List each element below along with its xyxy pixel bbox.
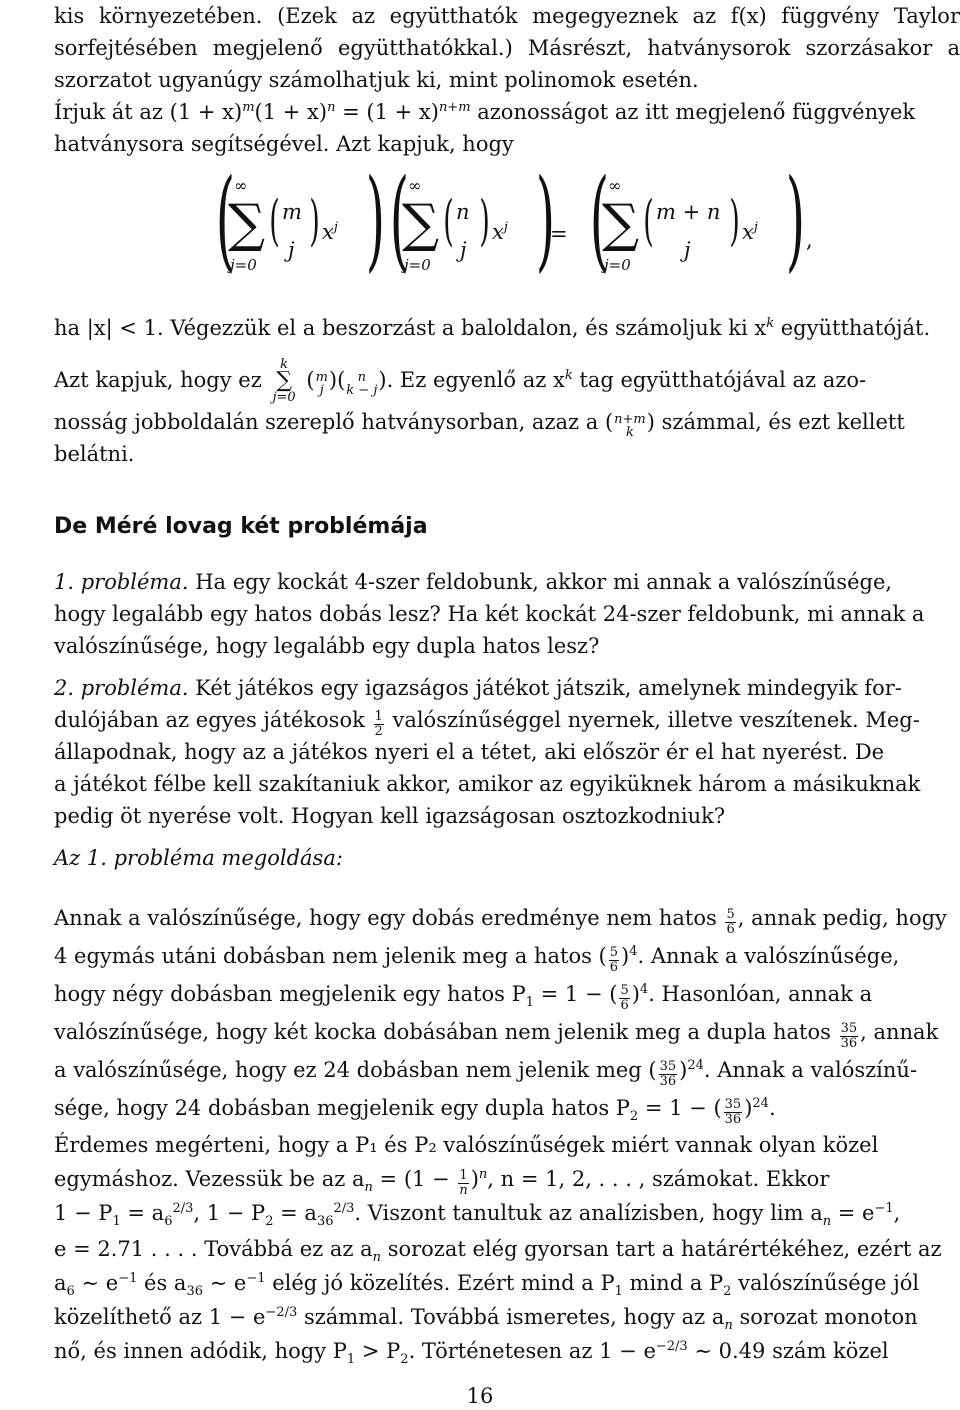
binom-paren: ) [479,189,490,252]
sum-lower: j=0 [604,256,631,274]
text-line: belátni. [54,442,135,466]
display-equation [210,155,830,292]
text-line: hogy négy dobásban megjelenik egy hatos $P_1 = 1$ − ( $\frac{5}{6}$ )$^4$. Hasonlóan, annak a [54,982,873,1013]
binom-paren: ) [309,189,320,252]
text-line: a játékot félbe kell szakítaniuk akkor, amikor az egyiküknek három a másikuknak [54,772,921,796]
exponent: m [242,100,255,115]
sigma: ∑ [228,194,266,254]
text-line: a valószínűsége, hogy ez 24 dobásban nem jelenik meg ( $\frac{35}{36}$ )$^{24}$. Annak a valószínű- [54,1058,918,1089]
text-line: valószínűsége, hogy legalább egy dupla hatos lesz? [54,634,600,658]
solution-heading: Az 1. probléma megoldása: [54,846,343,870]
text-line: hogy legalább egy hatos dobás lesz? Ha két kockát 24-szer feldobunk, mi annak a [54,602,925,626]
identity-paragraph [54,96,960,160]
after-equation-paragraph [54,312,960,470]
sigma: ∑ [602,194,640,254]
text-line: sége, hogy 24 dobásban megjelenik egy dupla hatos $P_2 = 1$ − ( $\frac{35}{36}$ )$^{24}$. [54,1096,776,1127]
text-line: egymáshoz. Vezessük be az $a_n = (1$ − $\frac{1}{n}$ )$^n$, n = 1, 2, . . . , számokat. Ekkor [54,1167,830,1198]
power-x: $x^j$ [492,220,508,244]
comma: , [806,228,813,252]
binom-paren: ( [269,189,280,252]
binom-inline: ( m j )( n k − j ) [306,368,387,398]
text-line: Azt kapjuk, hogy ez k ∑ j=0 ( m j )( n k − j ). Ez egyenlő az $x^k$ tag együtthatójával az azo- [54,357,867,405]
section-title: De Méré lovag két problémája [54,514,428,539]
sum-upper: ∞ [234,176,248,195]
text-line: hatványsora segítségével. Azt kapjuk, hogy [54,132,514,156]
binom-paren: ( [443,189,454,252]
text-line: közelíthető az $1 - e^{-2/3}$ számmal. Továbbá ismeretes, hogy az $a_n$ sorozat monoton [54,1305,918,1333]
text-line: 2. probléma. Két játékos egy igazságos játékot játszik, amelynek mindegyik for- [54,676,902,700]
big-right-paren: ) [535,155,556,283]
text-line: valószínűsége, hogy két kocka dobásában nem jelenik meg a dupla hatos $\frac{35}{36}$ , annak [54,1020,939,1051]
text-line: Írjuk át az $(1 + x)^m(1 + x)^n = (1 + x)^{n+m}$ azonosságot az itt megjelenő függvények [54,100,916,124]
sigma: ∑ [402,194,440,254]
intro-paragraph [54,0,960,96]
text-line: dulójában az egyes játékosok $\frac{1}{2}$ valószínűséggel nyernek, illetve veszítenek. Meg- [54,708,920,739]
exponent: n [327,100,336,115]
solution-paragraph-2 [54,1128,960,1368]
big-left-paren: ( [389,155,410,283]
exponent: n+m [438,100,471,115]
problem-2 [54,672,960,832]
text-line: $a_6$ ∼ $e^{-1}$ és $a_{36}$ ∼ $e^{-1}$ elég jó közelítés. Ezért mind a $P_1$ mind a $P_2$ valószínűsége jól [54,1271,920,1299]
text-line: 1. probléma. Ha egy kockát 4-szer feldobunk, akkor mi annak a valószínűsége, [54,570,893,594]
big-right-paren: ) [785,155,806,283]
big-left-paren: ( [589,155,610,283]
sum-upper: ∞ [608,176,622,195]
text-line: sorfejtésében megjelenő együtthatókkal.) Másrészt, hatványsorok szorzásakor a [54,36,960,60]
text-line: nosság jobboldalán szereplő hatványsorban, azaz a ( n+m k ) számmal, és ezt kellett [54,410,905,440]
text-line: nő, és innen adódik, hogy $P_1 > P_2$. Történetesen az $1 - e^{-2/3}$ ∼ 0.49 szám közel [54,1339,889,1367]
text-line: kis környezetében. (Ezek az együtthatók megegyeznek az f(x) függvény Taylor [54,4,960,28]
binom-paren: ) [729,189,740,252]
binom-bottom: j [460,238,467,262]
binom-bottom: j [684,238,691,262]
big-left-paren: ( [215,155,236,283]
text-line: Érdemes megérteni, hogy a P₁ és P₂ valószínűségek miért vannak olyan közel [54,1133,879,1157]
text-line: állapodnak, hogy az a játékos nyeri el a tétet, aki először ér el hat nyerést. De [54,740,885,764]
binom-bottom: j [288,238,295,262]
solution-paragraph-1 [54,900,960,1128]
binom-top: m [282,200,302,224]
small-sum: k ∑ j=0 [272,357,296,405]
sum-lower: j=0 [404,256,431,274]
text-line: 4 egymás utáni dobásban nem jelenik meg a hatos ( $\frac{5}{6}$ )$^4$. Annak a valószínűsége, [54,944,900,975]
text-line: e = 2.71 . . . . Továbbá ez az $a_n$ sorozat elég gyorsan tart a határértékéhez, ezért az [54,1237,942,1265]
text-line: ha |x| < 1. Végezzük el a beszorzást a baloldalon, és számoljuk ki $x^k$ együtthatóját. [54,316,931,340]
text-fragment: azonosságot az itt megjelenő függvények [477,100,916,124]
power-x: $x^j$ [742,220,758,244]
binom-paren: ( [643,189,654,252]
sum-lower: j=0 [230,256,257,274]
binom-top: m + n [656,200,721,224]
sum-upper: ∞ [408,176,422,195]
text-line: $1 - P_1 = a_6^{2/3}$, $1 - P_2 = a_{36}^{2/3}$. Viszont tanultuk az analízisben, hogy $\lim a_n = e^{-1}$, [54,1201,901,1229]
page-number: 16 [466,1384,494,1408]
problem-1 [54,566,960,662]
text-line: szorzatot ugyanúgy számolhatjuk ki, mint polinomok esetén. [54,68,699,92]
text-line: Annak a valószínűsége, hogy egy dobás eredménye nem hatos $\frac{5}{6}$ , annak pedig, hogy [54,906,947,937]
text-fragment: Írjuk át az (1 + x) [54,100,243,124]
big-right-paren: ) [365,155,386,283]
equals-sign: = [550,222,568,246]
power-x: $x^j$ [322,220,338,244]
text-line: pedig öt nyerése volt. Hogyan kell igazságosan osztozkodniuk? [54,804,726,828]
binom-top: n [456,200,470,224]
